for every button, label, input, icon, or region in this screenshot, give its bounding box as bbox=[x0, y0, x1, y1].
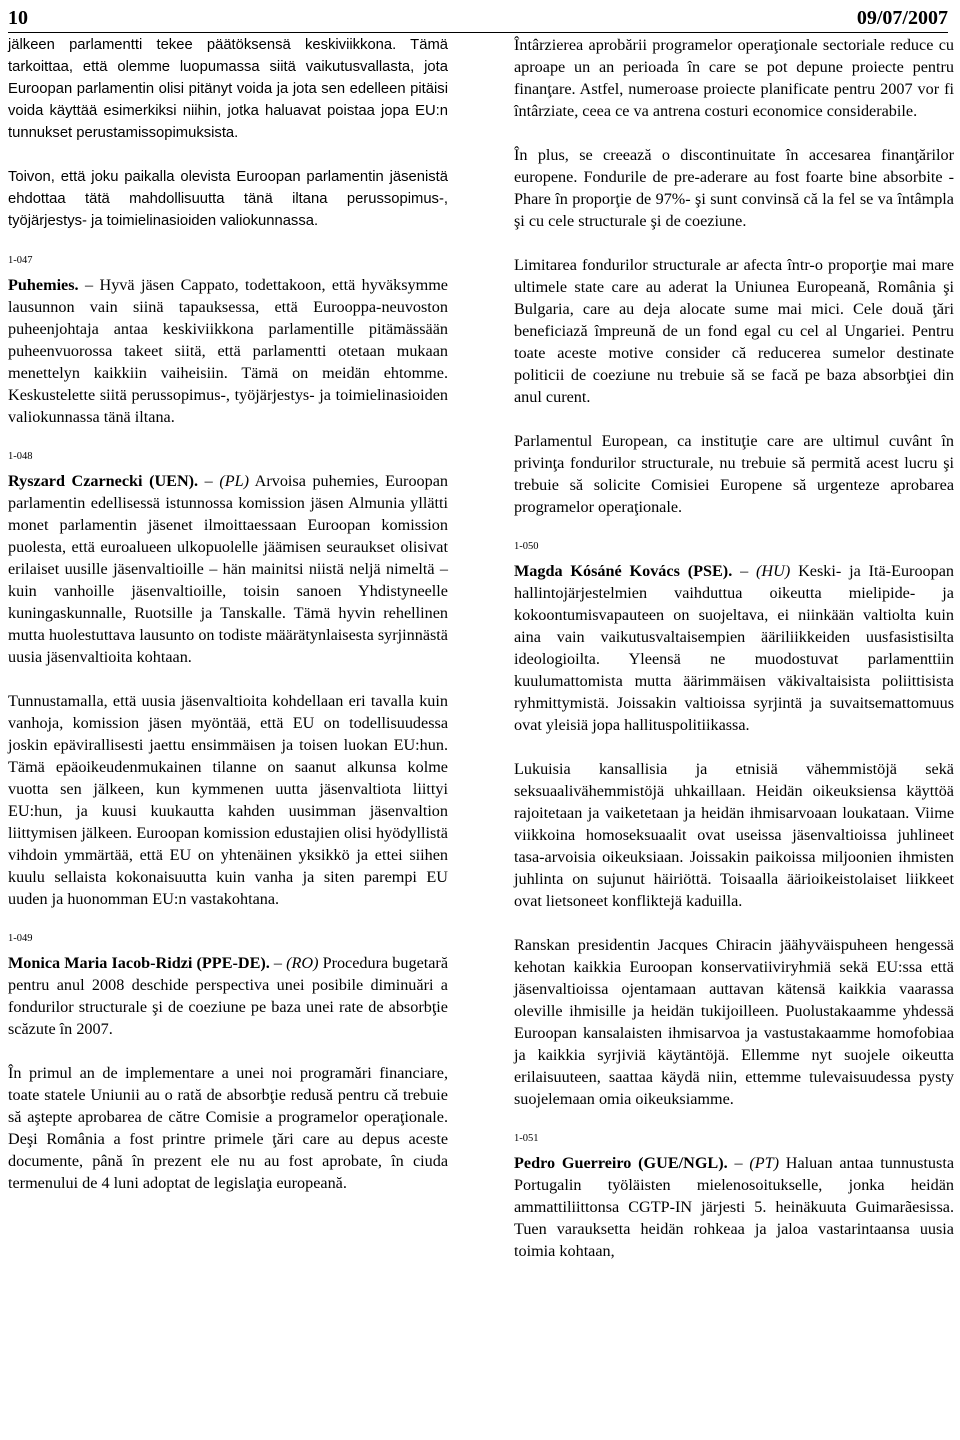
speaker-name: Ryszard Czarnecki (UEN). bbox=[8, 472, 199, 490]
speech-text: Haluan antaa tunnustusta Portugalin työläisten mielenosoitukselle, jonka heidän ammattiliittonsa CGTP-IN järjesti 5. heinäkuuta Guimarãesissa. Tuen varauksetta heidän rohkeaa ja jaloa vastarintaansa uusia toimia kohtaan, bbox=[514, 1154, 954, 1260]
item-number: 1-050 bbox=[514, 541, 539, 552]
paragraph: În primul an de implementare a unei noi programări financiare, toate statele Uniunii au o rată de absorbţie redusă pentru că trebuie să aştepte aprobarea de către Comisie a programelor operaţionale. Deşi România a fost printre primele ţări care au depus aceste documente, până în prezent ele nu au fost aprobate, în ciuda termenului de 4 luni adoptat de legislaţia europeană. bbox=[8, 1064, 448, 1192]
language-tag: (PL) bbox=[219, 472, 249, 490]
speaker-name: Magda Kósáné Kovács (PSE). bbox=[514, 562, 733, 580]
speech bbox=[8, 274, 448, 428]
item-number: 1-051 bbox=[514, 1133, 539, 1144]
right-column bbox=[514, 34, 954, 1262]
paragraph: jälkeen parlamentti tekee päätöksensä keskiviikkona. Tämä tarkoittaa, että olemme luopumassa siitä vaikutusvallasta, jota Euroopan parlamentin olisi pitänyt voida ja jota sen edelleen pitäisi voida käyttää esimerkiksi niihin, jotka haluavat poistaa jopa EU:n tunnukset perustamissopimuksista. bbox=[8, 37, 448, 141]
speech-text: – Hyvä jäsen Cappato, todettakoon, että hyväksymme lausunnon vain siinä tapauksessa, että Eurooppa-neuvoston puheenjohtaja antaa keskiviikkona parlamentille pitämässään puheenvuorossa takeet siitä, että parlamentti otetaan mukaan menettelyn kaikkiin vaiheisiin. Tämä on meidän ehtomme. Keskustelette siitä perussopimus-, työjärjestys- ja toimielinasioiden valiokunnassa tänä iltana. bbox=[8, 276, 448, 426]
item-number: 1-048 bbox=[8, 451, 33, 462]
dash: – bbox=[727, 1154, 750, 1172]
speech bbox=[514, 1152, 954, 1262]
language-tag: (RO) bbox=[286, 954, 319, 972]
speech bbox=[8, 470, 448, 668]
paragraph: Tunnustamalla, että uusia jäsenvaltioita kohdellaan eri tavalla kuin vanhoja, komission jäsen myöntää, että EU on todellisuudessa joskin epävirallisesti jaettu ensimmäisen ja toisen luokan EU:hun. Tämä epäoikeudenmukainen tilanne on saanut alkunsa kolme vuotta sen jälkeen, kun kymmenen uutta jäsenvaltiota liittyi EU:hun, ja kuusi kuukautta kahden uusimman jäsenvaltion liittymisen jälkeen. Euroopan komission edustajien olisi hyödyllistä vihdoin ymmärtää, että EU on yhtenäinen yksikkö ja ettei siihen kuulu sellaista kokonaisuutta kuin vanha ja siten parempi EU uuden ja huonomman EU:n vastakohtana. bbox=[8, 692, 448, 908]
speech-text: Arvoisa puhemies, Euroopan parlamentin edellisessä istunnossa komission jäsen Almunia yllätti monet parlamentin jäsenet ilmoittaessaan Euroopan komission puolesta, että euroalueen ulkopuolelle jäämisen seuraukset olisivat erilaiset uusille jäsenvaltioille – hän mainitsi niistä neljä nimeltä – kuin vanhoille jäsenvaltioille, toisin sanoen Yhdistyneelle kuningaskunnalle, Ruotsille ja Tanskalle. Tämä hyvin rehellinen mutta huolestuttava lausunto on todiste määrätynlaisesta syrjinnästä uusia jäsenvaltioita kohtaan. bbox=[8, 472, 449, 666]
paragraph: Întârzierea aprobării programelor operaţionale sectoriale reduce cu aproape un an perioada în care se pot depune proiecte pentru finanţare. Astfel, numeroase proiecte planificate pentru 2007 vor fi întârziate, ceea ce va antrena costuri economice considerabile. bbox=[514, 36, 954, 120]
speaker-name: Pedro Guerreiro (GUE/NGL). bbox=[514, 1154, 728, 1172]
language-tag: (HU) bbox=[756, 562, 791, 580]
paragraph: Parlamentul European, ca instituţie care are ultimul cuvânt în privinţa fondurilor structurale, nu trebuie să permită acest lucru şi trebuie să solicite Comisiei Europene să urgenteze aprobarea programelor operaţionale. bbox=[514, 432, 954, 516]
speaker-name: Monica Maria Iacob-Ridzi (PPE-DE). bbox=[8, 954, 270, 972]
paragraph: Toivon, että joku paikalla olevista Euroopan parlamentin jäsenistä ehdottaa tätä mahdollisuutta tänä iltana perussopimus-, työjärjestys- ja toimielinasioiden valiokunnassa. bbox=[8, 169, 448, 229]
item-number: 1-049 bbox=[8, 933, 33, 944]
dash: – bbox=[198, 472, 220, 490]
speech bbox=[514, 560, 954, 736]
speech-text: Procedura bugetară pentru anul 2008 deschide perspectiva unei posibile diminuări a fondurilor structurale şi de coeziune pe baza unei rate de absorbţie scăzute în 2007. bbox=[8, 954, 449, 1038]
left-column bbox=[8, 34, 448, 1194]
paragraph: În plus, se creează o discontinuitate în accesarea finanţărilor europene. Fondurile de pre-aderare au fost foarte bine absorbite -Phare în proporţie de 97%- şi sunt convinsă că la fel se va întâmpla şi cu cele structurale şi de coeziune. bbox=[514, 146, 954, 230]
page-header bbox=[8, 0, 948, 30]
dash: – bbox=[732, 562, 757, 580]
session-date: 09/07/2007 bbox=[856, 7, 948, 29]
speech-text: Keski- ja Itä-Euroopan hallintojärjestelmien vaihduttua oikeutta mielipide- ja kokoontumisvapauteen on suojeltava, ei niinkään valtiolta kuin aina vain vaikutusvaltaisempien ääriliikkeiden uusfasistisilta ideologioilta. Yleensä ne muodostuvat parlamenttiin kuulumattomista mutta äärimmäisen väkivaltaisista poliittisista ryhmittymistä. Joissakin valtioissa syrjintä ja suvaitsemattomuus ovat yleisiä jopa hallituspolitiikassa. bbox=[514, 562, 955, 734]
speaker-name: Puhemies. bbox=[8, 276, 79, 294]
speech bbox=[8, 952, 448, 1040]
page-number: 10 bbox=[8, 7, 28, 29]
paragraph: Ranskan presidentin Jacques Chiracin jäähyväispuheen hengessä kehotan kaikkia Euroopan konservatiiviryhmiä sekä EU:ssa että jäsenvaltioissa ojentamaan auttavan kätensä kaikkia vaarassa oleville ihmisille ja heidän tukijoilleen. Puolustakaamme yhdessä Euroopan kansalaisten ihmisarvoa ja vastustakaamme homofobiaa ja kaikkia syrjiviä käytäntöjä. Ellemme nyt suojele oikeutta erilaisuuteen, saattaa käydä niin, ettemme tulevaisuudessa pysty suojelemaan omia oikeuksiamme. bbox=[514, 936, 954, 1108]
header-rule bbox=[8, 32, 948, 33]
language-tag: (PT) bbox=[749, 1154, 779, 1172]
dash: – bbox=[269, 954, 287, 972]
paragraph: Lukuisia kansallisia ja etnisiä vähemmistöjä sekä seksuaalivähemmistöjä uhkaillaan. Heidän oikeuksiensa käyttöä rajoitetaan ja vaiketetaan ja heidän ihmisarvoaan loukataan. Viime viikkoina homoseksuaalit ovat useissa jäsenvaltioissa juhlineet tasa-arvoisia oikeuksiaan. Joissakin paikoissa miljoonien ihmisten juhlinta on sujunut häiriöttä. Toisaalla äärioikeistolaiset liikkeet ovat lietsoneet konfliktejä kaduilla. bbox=[514, 760, 954, 910]
paragraph: Limitarea fondurilor structurale ar afecta într-o proporţie mai mare ultimele state care au aderat la Uniunea Europeană, România şi Bulgaria, care au deja alocate sume mai mici. Cele două ţări beneficiază împreună de un fond egal cu cel al Ungariei. Pentru toate aceste motive consider că reducerea sumelor destinate politicii de coeziune nu trebuie să se facă pe baza absorbţiei din anul curent. bbox=[514, 256, 954, 406]
item-number: 1-047 bbox=[8, 255, 33, 266]
